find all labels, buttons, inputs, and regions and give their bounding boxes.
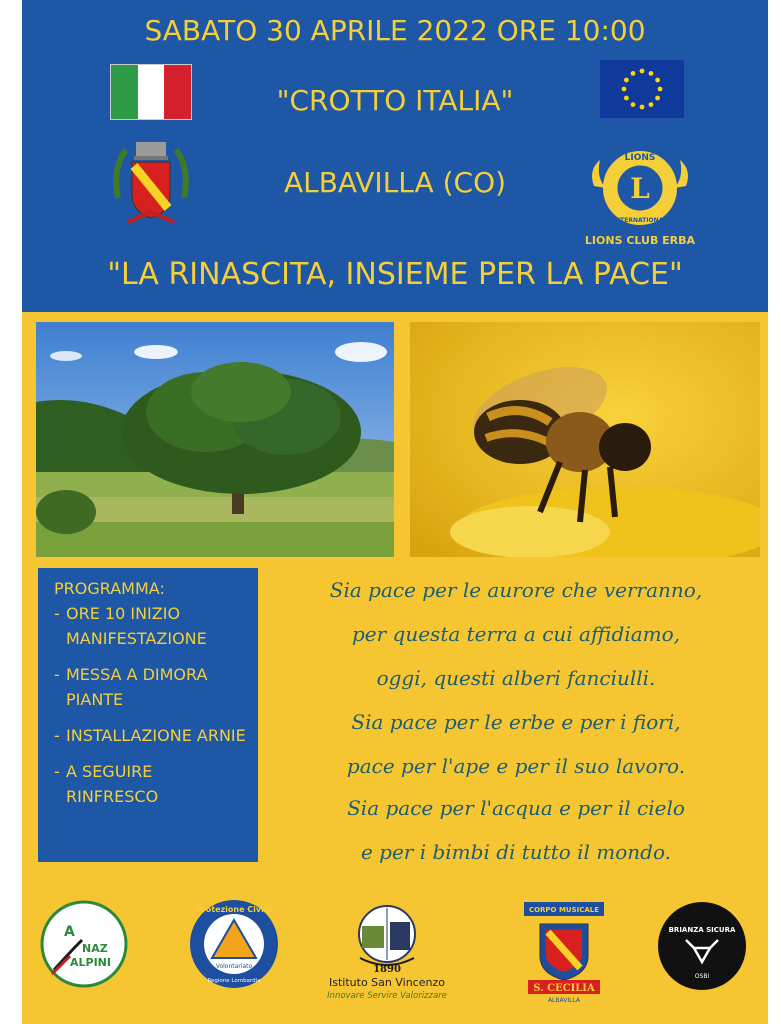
- ana-line1: A: [64, 924, 75, 940]
- program-item-text: A SEGUIRE RINFRESCO: [66, 762, 159, 806]
- eu-star-icon: [631, 71, 636, 76]
- eu-star-icon: [649, 102, 654, 107]
- bs-top-text: BRIANZA SICURA: [668, 926, 736, 934]
- program-item-dash: -: [54, 665, 60, 684]
- program-item-dash: -: [54, 604, 60, 623]
- program-item: [54, 662, 258, 712]
- eu-star-icon: [655, 96, 660, 101]
- program-box: [38, 568, 258, 862]
- program-item-dash: -: [54, 762, 60, 781]
- event-slogan: "LA RINASCITA, INSIEME PER LA PACE": [107, 257, 683, 292]
- lions-ring-top: LIONS: [624, 153, 656, 163]
- lions-center-letter: L: [630, 172, 650, 205]
- poem-line: oggi, questi alberi fanciulli.: [376, 666, 656, 690]
- ana-line3: ALPINI: [70, 956, 111, 969]
- lions-ring-bottom: INTERNATIONAL: [612, 217, 668, 224]
- cm-top-text: CORPO MUSICALE: [528, 906, 600, 914]
- eu-star-icon: [655, 78, 660, 83]
- program-item-dash: -: [54, 726, 60, 745]
- eu-star-icon: [624, 96, 629, 101]
- event-venue: "CROTTO ITALIA": [276, 84, 514, 117]
- eu-star-icon: [622, 87, 627, 92]
- istituto-name: Istituto San Vincenzo: [329, 976, 445, 989]
- eu-star-icon: [640, 69, 645, 74]
- event-date: SABATO 30 APRILE 2022 ORE 10:00: [144, 14, 646, 47]
- pc-bottom-text: Regione Lombardia: [207, 978, 261, 984]
- eu-star-icon: [624, 78, 629, 83]
- pc-inner-text: Volontariato: [215, 963, 253, 970]
- poem-line: per questa terra a cui affidiamo,: [351, 622, 681, 646]
- ana-line2: NAZ: [82, 942, 108, 955]
- event-poster: [22, 0, 768, 1024]
- istituto-year: 1890: [373, 964, 401, 974]
- honeybee-photo: [410, 322, 760, 557]
- poem-line: Sia pace per l'acqua e per il cielo: [347, 796, 685, 820]
- brianza-sicura-logo-icon: [656, 900, 748, 992]
- cm-ribbon-text: S. CECILIA: [533, 983, 595, 994]
- eu-star-icon: [631, 102, 636, 107]
- eu-star-icon: [640, 105, 645, 110]
- ana-alpini-logo-icon: [40, 900, 128, 988]
- program-item: [54, 723, 258, 748]
- poem-line: e per i bimbi di tutto il mondo.: [360, 840, 672, 864]
- lions-club-caption: LIONS CLUB ERBA: [584, 234, 696, 247]
- corpo-musicale-logo-icon: [522, 900, 606, 1004]
- eu-star-icon: [649, 71, 654, 76]
- poem-line: Sia pace per le aurore che verranno,: [329, 578, 703, 602]
- istituto-tagline: Innovare Servire Valorizzare: [327, 991, 447, 1001]
- program-item: [54, 601, 258, 651]
- program-item-text: MESSA A DIMORA PIANTE: [66, 665, 208, 709]
- eu-star-icon: [658, 87, 663, 92]
- poem-line: pace per l'ape e per il suo lavoro.: [346, 754, 686, 778]
- event-town: ALBAVILLA (CO): [283, 166, 507, 199]
- poem-line: Sia pace per le erbe e per i fiori,: [351, 710, 681, 734]
- program-item-text: INSTALLAZIONE ARNIE: [66, 726, 246, 745]
- oak-tree-photo: [36, 322, 394, 557]
- poster-header: [22, 0, 768, 312]
- bs-bottom-text: OSBI: [694, 973, 710, 980]
- eu-flag-icon: [600, 60, 684, 118]
- cm-bottom-text: ALBAVILLA: [547, 997, 581, 1004]
- pc-ring-text: Protezione Civile: [195, 905, 273, 914]
- program-title: PROGRAMMA:: [54, 579, 165, 598]
- istituto-san-vincenzo-logo: [322, 902, 452, 1006]
- program-item: [54, 759, 258, 809]
- protezione-civile-logo-icon: [188, 898, 280, 990]
- istituto-crest-icon: [322, 902, 452, 974]
- program-item-text: ORE 10 INIZIO MANIFESTAZIONE: [66, 604, 207, 648]
